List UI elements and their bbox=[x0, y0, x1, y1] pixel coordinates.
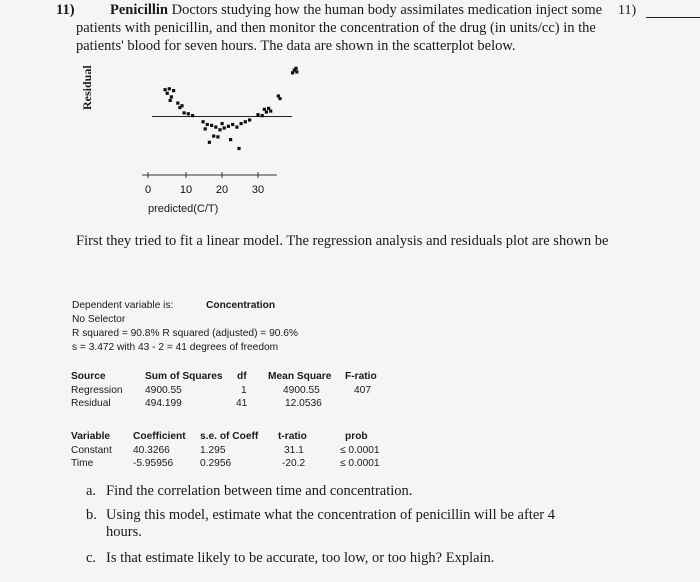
anova-header-ss: Sum of Squares bbox=[145, 371, 223, 382]
scatter-point bbox=[210, 124, 213, 127]
coef-header-variable: Variable bbox=[71, 431, 111, 442]
scatter-point bbox=[166, 92, 169, 95]
scatter-point bbox=[214, 126, 217, 129]
part-b-letter: b. bbox=[86, 507, 97, 523]
scatter-point bbox=[231, 123, 234, 126]
coef-row-time-se: 0.2956 bbox=[200, 458, 232, 469]
anova-row-residual-df: 41 bbox=[236, 398, 248, 409]
scatter-point bbox=[237, 147, 240, 150]
scatter-point bbox=[169, 99, 172, 102]
dependent-variable-label: Dependent variable is: bbox=[72, 300, 174, 311]
r-squared-line: R squared = 90.8% R squared (adjusted) = 90.6% bbox=[72, 328, 298, 339]
scatter-point bbox=[208, 141, 211, 144]
residuals-scatterplot bbox=[92, 58, 332, 248]
selector-line: No Selector bbox=[72, 314, 126, 325]
scatter-point bbox=[244, 120, 247, 123]
scatter-point bbox=[291, 71, 294, 74]
intro-text: First they tried to fit a linear model. The regression analysis and residuals plot are shown be bbox=[76, 233, 609, 249]
part-b-text-1: Using this model, estimate what the concentration of penicillin will be after 4 bbox=[106, 507, 555, 523]
scatter-point bbox=[294, 67, 297, 70]
scatter-point bbox=[240, 122, 243, 125]
answer-blank-line[interactable] bbox=[646, 17, 700, 18]
scatter-point bbox=[229, 138, 232, 141]
question-line-1 bbox=[110, 2, 602, 19]
coef-row-time-t: -20.2 bbox=[282, 458, 306, 469]
anova-row-regression-f: 407 bbox=[354, 385, 371, 396]
scatter-point bbox=[235, 126, 238, 129]
scatter-point bbox=[269, 110, 272, 113]
x-tick-label: 10 bbox=[179, 184, 193, 196]
coef-header-t: t-ratio bbox=[278, 431, 307, 442]
part-c-text: Is that estimate likely to be accurate, too low, or too high? Explain. bbox=[106, 550, 495, 566]
anova-row-residual-ss: 494.199 bbox=[145, 398, 182, 409]
scatter-point bbox=[176, 102, 179, 105]
scatter-point bbox=[204, 127, 207, 130]
scatter-point bbox=[202, 120, 205, 123]
coef-header-se: s.e. of Coeff bbox=[200, 431, 259, 442]
scatter-point bbox=[212, 135, 215, 138]
x-tick-label: 0 bbox=[144, 184, 152, 196]
x-axis-label: predicted(C/T) bbox=[148, 203, 219, 215]
topic-word: Penicillin bbox=[110, 2, 168, 18]
anova-header-ms: Mean Square bbox=[268, 371, 332, 382]
scatter-point bbox=[206, 123, 209, 126]
coef-row-time-coef: -5.95956 bbox=[133, 458, 174, 469]
question-text-1: Doctors studying how the human body assimilates medication inject some bbox=[171, 2, 603, 18]
scatter-point bbox=[183, 111, 186, 114]
coef-row-constant-name: Constant bbox=[71, 445, 112, 456]
anova-header-f: F-ratio bbox=[345, 371, 377, 382]
dependent-variable-value: Concentration bbox=[206, 300, 276, 311]
scatter-point bbox=[295, 70, 298, 73]
x-tick-label: 30 bbox=[251, 184, 265, 196]
coef-row-constant-coef: 40.3266 bbox=[133, 445, 170, 456]
scatter-point bbox=[261, 114, 264, 117]
coef-row-time-prob: ≤ 0.0001 bbox=[340, 458, 380, 469]
part-a-text: Find the correlation between time and concentration. bbox=[106, 483, 413, 499]
coef-row-constant-prob: ≤ 0.0001 bbox=[340, 445, 380, 456]
scatter-point bbox=[223, 126, 226, 129]
anova-row-residual-ms: 12.0536 bbox=[285, 398, 322, 409]
coef-row-constant-se: 1.295 bbox=[200, 445, 226, 456]
question-line-2: patients with penicillin, and then monitor the concentration of the drug (in units/cc) in the bbox=[76, 20, 596, 36]
scatter-point bbox=[191, 114, 194, 117]
scatter-point bbox=[178, 106, 181, 109]
scatter-point bbox=[265, 110, 268, 113]
anova-row-regression-ms: 4900.55 bbox=[283, 385, 320, 396]
question-line-3: patients' blood for seven hours. The data are shown in the scatterplot below. bbox=[76, 38, 516, 54]
scatter-point bbox=[248, 118, 251, 121]
coef-row-time-name: Time bbox=[71, 458, 94, 469]
part-c-letter: c. bbox=[86, 550, 97, 566]
anova-row-regression-ss: 4900.55 bbox=[145, 385, 182, 396]
anova-header-df: df bbox=[237, 371, 247, 382]
scatter-point bbox=[216, 135, 219, 138]
scatter-point bbox=[278, 97, 281, 100]
scatter-point bbox=[170, 95, 173, 98]
x-tick-label: 20 bbox=[215, 184, 229, 196]
residual-axis-label: Residual bbox=[80, 65, 94, 110]
coef-header-coefficient: Coefficient bbox=[133, 431, 186, 442]
scatter-point bbox=[187, 112, 190, 115]
scatter-point bbox=[221, 122, 224, 125]
part-b-text-2: hours. bbox=[106, 524, 142, 540]
coef-row-constant-t: 31.1 bbox=[284, 445, 304, 456]
scatter-point bbox=[168, 87, 171, 90]
scatter-point bbox=[218, 128, 221, 131]
scatter-point bbox=[172, 89, 175, 92]
s-line: s = 3.472 with 43 - 2 = 41 degrees of freedom bbox=[72, 342, 279, 353]
coef-header-prob: prob bbox=[345, 431, 368, 442]
anova-row-regression-df: 1 bbox=[241, 385, 247, 396]
part-a-letter: a. bbox=[86, 483, 97, 499]
anova-row-residual-source: Residual bbox=[71, 398, 111, 409]
scatter-point bbox=[227, 125, 230, 128]
question-number: 11) bbox=[56, 2, 75, 18]
scatter-point bbox=[164, 88, 167, 91]
scatter-point bbox=[256, 113, 259, 116]
anova-row-regression-source: Regression bbox=[71, 385, 123, 396]
anova-header-source: Source bbox=[71, 371, 106, 382]
answer-label: 11) bbox=[618, 3, 637, 18]
